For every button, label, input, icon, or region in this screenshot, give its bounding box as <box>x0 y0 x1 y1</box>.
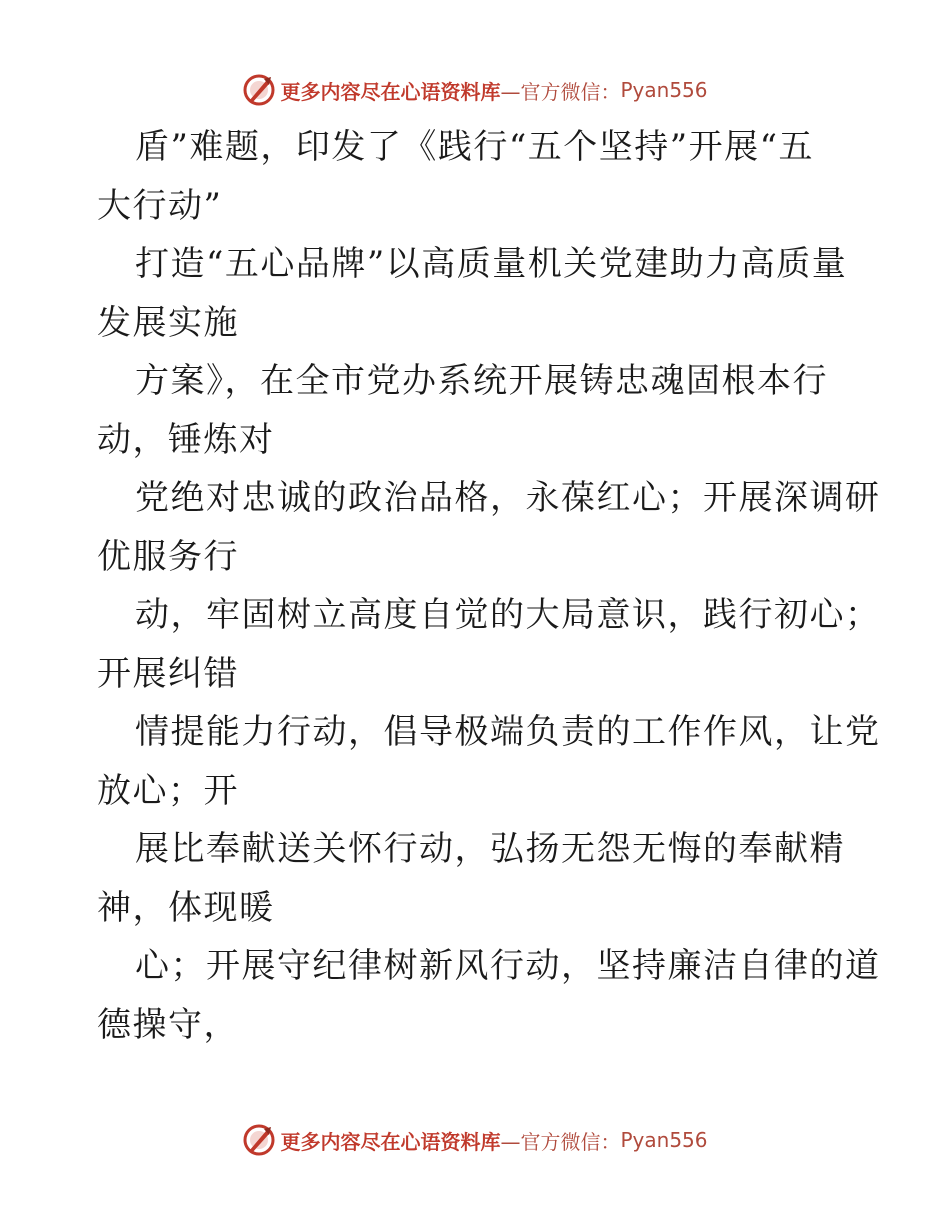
text-line: 神，体现暖 <box>97 887 275 928</box>
text-line: 大行动” <box>97 185 223 226</box>
text-line: 动，锤炼对 <box>97 419 275 460</box>
text-line: 开展纠错 <box>97 653 239 694</box>
text-line: 展比奉献送关怀行动，弘扬无怨无悔的奉献精 <box>135 829 845 869</box>
text-line: 情提能力行动，倡导极端负责的工作作风，让党 <box>135 712 881 752</box>
text-line: 放心；开 <box>97 770 239 811</box>
banner-text: 更多内容尽在心语资料库 <box>280 79 501 104</box>
header-watermark-banner <box>0 70 950 110</box>
text-line: 打造“五心品牌”以高质量机关党建助力高质量 <box>135 244 848 284</box>
banner-suffix: —官方微信： <box>500 79 621 104</box>
text-line: 优服务行 <box>97 536 239 577</box>
banner-wechat-id: Pyan556 <box>620 1128 708 1152</box>
text-line: 盾”难题，印发了《践行“五个坚持”开展“五 <box>135 127 815 167</box>
footer-watermark-banner <box>0 1120 950 1160</box>
text-line: 心；开展守纪律树新风行动，坚持廉洁自律的道 <box>135 946 881 986</box>
quill-logo-icon <box>242 73 276 107</box>
text-line: 发展实施 <box>97 302 239 343</box>
banner-suffix: —官方微信： <box>500 1129 621 1154</box>
document-body <box>97 118 881 1054</box>
banner-text: 更多内容尽在心语资料库 <box>280 1129 501 1154</box>
text-line: 德操守， <box>97 1004 239 1045</box>
text-line: 方案》，在全市党办系统开展铸忠魂固根本行 <box>135 361 828 401</box>
quill-logo-icon <box>242 1123 276 1157</box>
text-line: 党绝对忠诚的政治品格，永葆红心；开展深调研 <box>135 478 881 518</box>
banner-wechat-id: Pyan556 <box>620 78 708 102</box>
text-line: 动，牢固树立高度自觉的大局意识，践行初心； <box>135 595 881 635</box>
